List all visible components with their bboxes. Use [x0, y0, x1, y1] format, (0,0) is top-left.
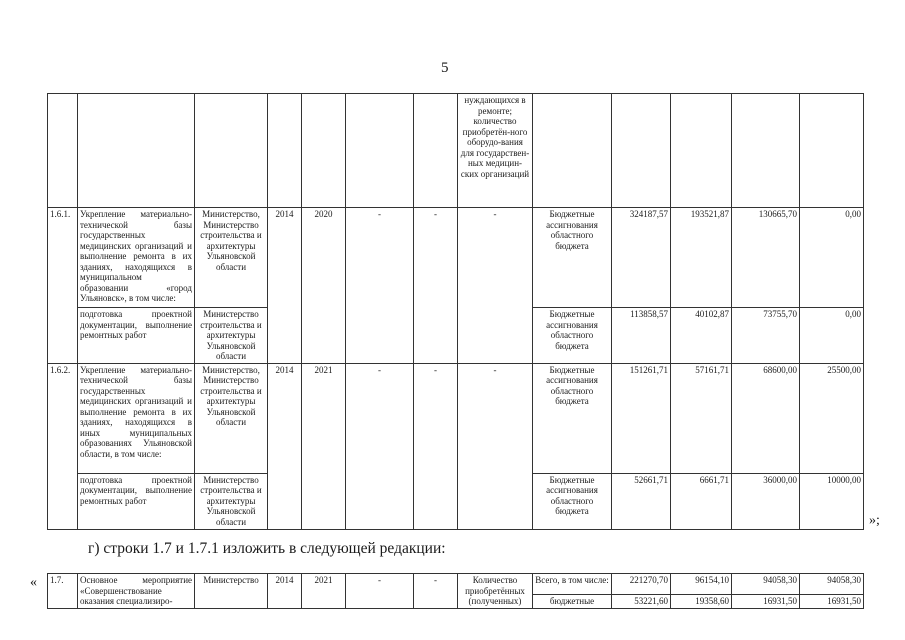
row-value: 36000,00 [732, 473, 800, 529]
row-value: 52661,71 [612, 473, 671, 529]
row-number: 1.7. [48, 574, 78, 609]
row-name: Основное мероприятие «Совершенствование оказания специализиро- [78, 574, 195, 609]
table-row [48, 363, 864, 473]
instruction-text: г) строки 1.7 и 1.7.1 изложить в следующей редакции: [88, 540, 446, 557]
row-value: 193521,87 [671, 208, 732, 308]
row-indicator: Количество приобретённых (полученных) [458, 574, 533, 609]
row-start-year: 2014 [268, 574, 302, 609]
row-name: Укрепление материально-технической базы государственных медицинских организаций и выполнение ремонта в их зданиях, находящихся в муниципальном образовании «город Ульяновск», в том числе: [78, 208, 195, 308]
row-dash: - [346, 208, 414, 364]
row-name: Укрепление материально-технической базы государственных медицинских организаций и выполнение ремонта в их зданиях, находящихся в иных муниципальных образованиях Ульяновской области, в том числе: [78, 363, 195, 473]
opening-quote: « [30, 575, 37, 590]
row-dash: - [346, 363, 414, 529]
row-source: Всего, в том числе: [533, 574, 612, 595]
row-value: 6661,71 [671, 473, 732, 529]
row-value: 16931,50 [732, 595, 800, 609]
closing-quote: »; [869, 513, 880, 528]
row-value: 16931,50 [800, 595, 864, 609]
row-value: 0,00 [800, 308, 864, 364]
row-dash: - [458, 208, 533, 364]
row-value: 94058,30 [800, 574, 864, 595]
row-source: Бюджетные ассигнования областного бюджета [533, 308, 612, 364]
row-dash: - [458, 363, 533, 529]
table-row [48, 208, 864, 308]
row-start-year: 2014 [268, 363, 302, 529]
row-name: подготовка проектной документации, выполнение ремонтных работ [78, 308, 195, 364]
row-value: 53221,60 [612, 595, 671, 609]
row-value: 19358,60 [671, 595, 732, 609]
row-executor: Министерство [195, 574, 268, 609]
row-value: 10000,00 [800, 473, 864, 529]
page-number: 5 [441, 60, 449, 76]
row-value: 96154,10 [671, 574, 732, 595]
row-value: 40102,87 [671, 308, 732, 364]
row-name: подготовка проектной документации, выполнение ремонтных работ [78, 473, 195, 529]
row-source: бюджетные [533, 595, 612, 609]
row-value: 0,00 [800, 208, 864, 308]
row-start-year: 2014 [268, 208, 302, 364]
row-value: 68600,00 [732, 363, 800, 473]
row-value: 151261,71 [612, 363, 671, 473]
row-executor: Министерство строительства и архитектуры Ульяновской области [195, 473, 268, 529]
indicator-cell: нуждающихся в ремонте; количество приобретён-ного оборудо-вания для государствен-ных медицин-ских организаций [458, 94, 533, 208]
row-number: 1.6.2. [48, 363, 78, 529]
row-value: 324187,57 [612, 208, 671, 308]
continuation-row [48, 94, 864, 208]
budget-table-new [47, 573, 864, 609]
row-dash: - [414, 208, 458, 364]
row-number: 1.6.1. [48, 208, 78, 364]
row-value: 113858,57 [612, 308, 671, 364]
row-source: Бюджетные ассигнования областного бюджета [533, 473, 612, 529]
row-end-year: 2020 [302, 208, 346, 364]
row-executor: Министерство строительства и архитектуры Ульяновской области [195, 308, 268, 364]
row-source: Бюджетные ассигнования областного бюджета [533, 363, 612, 473]
row-end-year: 2021 [302, 574, 346, 609]
row-value: 57161,71 [671, 363, 732, 473]
row-value: 73755,70 [732, 308, 800, 364]
table-row [48, 574, 864, 595]
row-value: 130665,70 [732, 208, 800, 308]
row-value: 25500,00 [800, 363, 864, 473]
row-source: Бюджетные ассигнования областного бюджета [533, 208, 612, 308]
row-dash: - [346, 574, 414, 609]
row-executor: Министерство, Министерство строительства и архитектуры Ульяновской области [195, 208, 268, 308]
row-dash: - [414, 574, 458, 609]
row-end-year: 2021 [302, 363, 346, 529]
row-value: 221270,70 [612, 574, 671, 595]
row-executor: Министерство, Министерство строительства и архитектуры Ульяновской области [195, 363, 268, 473]
row-dash: - [414, 363, 458, 529]
budget-table [47, 93, 864, 530]
row-value: 94058,30 [732, 574, 800, 595]
